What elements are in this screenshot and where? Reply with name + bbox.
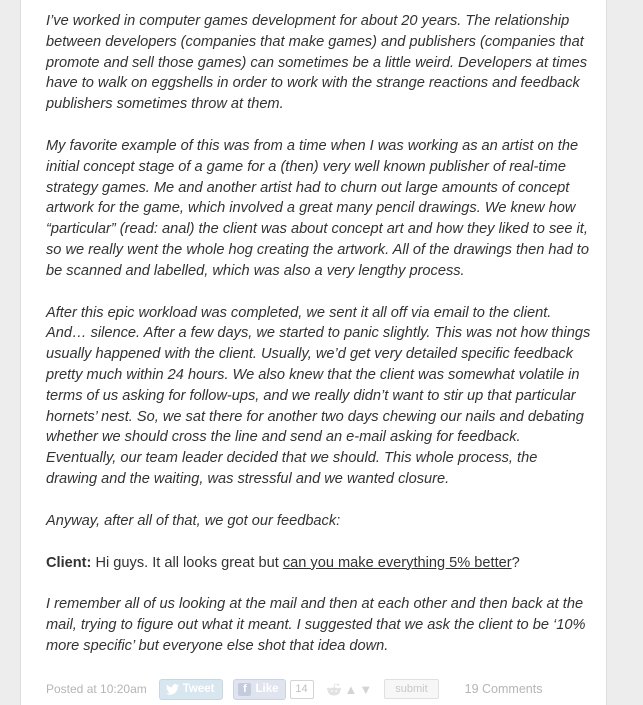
twitter-bird-icon (166, 684, 179, 695)
reddit-widget (326, 682, 375, 697)
paragraph-intro: I’ve worked in computer games development for about 20 years. The relationship between developers (companies that make games) and publishers (companies that promote and sell those games) can sometimes be a little weird. Developers at times have to walk on eggshells in order to work with the strange reactions and feedback publishers sometimes throw at them. (46, 13, 588, 113)
article-body (46, 11, 591, 678)
post-footer (46, 678, 591, 700)
like-count: 14 (290, 680, 314, 699)
paragraph-example: My favorite example of this was from a time when I was working as an artist on the initial concept stage of a game for a (then) very well known publisher of real-time strategy games. Me and another artist had to churn out large amounts of concept artwork for the game, which involved a great many pencil drawings. We knew how “particular” (read: anal) the client was about concept art and how they liked to see it, so we really went the whole hog creating the artwork. All of the drawings then had to be scanned and labelled, which was also a very lengthy process. (46, 137, 589, 279)
paragraph-silence: After this epic workload was completed, we sent it all off via email to the client. And… silence. After a few days, we started to panic slightly. This was not how things usually happened with the client. Usually, we’d get very detailed specific feedback pretty much within 24 hours. We also knew that the client was somewhat volatile in terms of us asking for follow-ups, and we really didn’t want to stir up that particular hornets’ nest. So, we sat there for another two days chewing our nails and debating whether we should cross the line and send an e-mail asking for feedback. Eventually, our team leader decided that we should. This whole process, the drawing and the waiting, was stressful and we wanted closure. (46, 304, 591, 487)
quote-speaker: Client: (46, 554, 92, 571)
facebook-f-icon: f (238, 683, 251, 696)
facebook-like-button[interactable] (233, 679, 285, 700)
downvote-arrow-icon[interactable]: ▼ (359, 681, 373, 697)
upvote-arrow-icon[interactable]: ▲ (344, 681, 358, 697)
quote-link[interactable]: can you make everything 5% better (282, 554, 512, 571)
article-card (20, 0, 607, 705)
tweet-button[interactable] (159, 679, 224, 700)
client-quote (46, 553, 591, 574)
quote-text-after: ? (511, 554, 520, 571)
reddit-alien-icon[interactable] (326, 682, 342, 697)
paragraph-closing: I remember all of us looking at the mail and then at each other and then back at the mail, trying to figure out what it meant. I suggested that we ask the client to be ‘10% more specific’ but everyone else shot that idea down. (46, 596, 586, 654)
comments-link[interactable]: 19 Comments (464, 682, 543, 696)
quote-text-before: Hi guys. It all looks great but (91, 554, 283, 571)
paragraph-feedback-intro: Anyway, after all of that, we got our feedback: (46, 512, 341, 529)
posted-timestamp: Posted at 10:20am (46, 682, 147, 696)
like-label: Like (255, 683, 279, 695)
tweet-label: Tweet (182, 683, 215, 695)
reddit-submit-button[interactable]: submit (384, 679, 438, 699)
